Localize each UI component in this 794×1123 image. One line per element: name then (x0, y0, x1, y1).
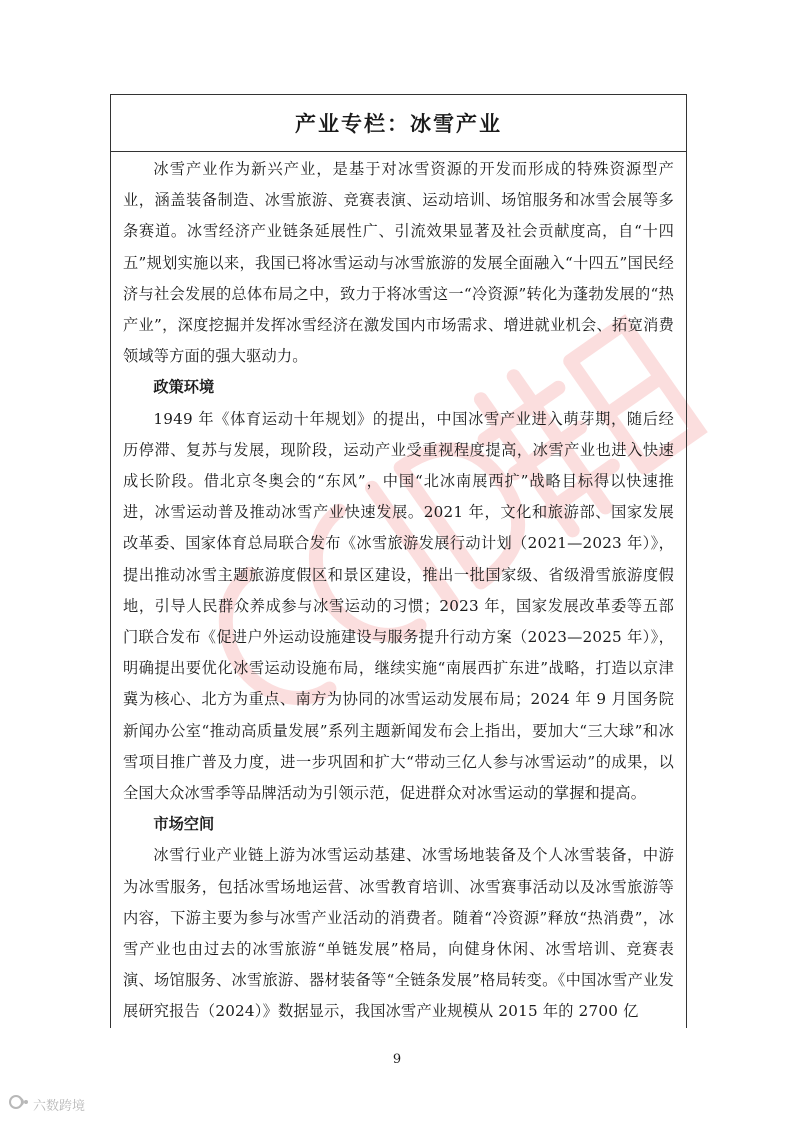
market-heading: 市场空间 (153, 815, 215, 834)
industry-column-box (110, 94, 687, 1028)
logo-text: 六数跨境 (33, 1098, 86, 1114)
logo-icon (8, 1094, 30, 1114)
column-content (111, 152, 686, 1028)
policy-heading: 政策环境 (153, 378, 215, 397)
market-paragraph: 冰雪行业产业链上游为冰雪运动基建、冰雪场地装备及个人冰雪装备，中游为冰雪服务，包括冰雪场地运营、冰雪教育培训、冰雪赛事活动以及冰雪旅游等内容，下游主要为参与冰雪产业活动的消费者。随着“冷资源”释放“热消费”，冰雪产业也由过去的冰雪旅游“单链发展”格局，向健身休闲、冰雪培训、竞赛表演、场馆服务、冰雪旅游、器材装备等“全链条发展”格局转变。《中国冰雪产业发展研究报告（2024）》数据显示，我国冰雪产业规模从 2015 年的 2700 亿 (123, 846, 674, 1021)
column-title: 产业专栏：冰雪产业 (111, 95, 686, 152)
source-logo (8, 1094, 85, 1114)
intro-paragraph: 冰雪产业作为新兴产业，是基于对冰雪资源的开发而形成的特殊资源型产业，涵盖装备制造、冰雪旅游、竞赛表演、运动培训、场馆服务和冰雪会展等多条赛道。冰雪经济产业链条延展性广、引流效果显著及社会贡献度高，自“十四五”规划实施以来，我国已将冰雪运动与冰雪旅游的发展全面融入“十四五”国民经济与社会发展的总体布局之中，致力于将冰雪这一“冷资源”转化为蓬勃发展的“热产业”，深度挖掘并发挥冰雪经济在激发国内市场需求、增进就业机会、拓宽消费领域等方面的强大驱动力。 (123, 160, 674, 366)
page-number: 9 (392, 1052, 402, 1067)
policy-paragraph: 1949 年《体育运动十年规划》的提出，中国冰雪产业进入萌芽期，随后经历停滞、复苏与发展，现阶段，运动产业受重视程度提高，冰雪产业也进入快速成长阶段。借北京冬奥会的“东风”，中国“北冰南展西扩”战略目标得以快速推进，冰雪运动普及推动冰雪产业快速发展。2021 年，文化和旅游部、国家发展改革委、国家体育总局联合发布《冰雪旅游发展行动计划（2021—2023 年）》，提出推动冰雪主题旅游度假区和景区建设，推出一批国家级、省级滑雪旅游度假地，引导人民群众养成参与冰雪运动的习惯；2023 年，国家发展改革委等五部门联合发布《促进户外运动设施建设与服务提升行动方案（2023—2025 年）》，明确提出要优化冰雪运动设施布局，继续实施“南展西扩东进”战略，打造以京津冀为核心、北方为重点、南方为协同的冰雪运动发展布局；2024 年 9 月国务院新闻办公室“推动高质量发展”系列主题新闻发布会上指出，要加大“三大球”和冰雪项目推广普及力度，进一步巩固和扩大“带动三亿人参与冰雪运动”的成果，以全国大众冰雪季等品牌活动为引领示范，促进群众对冰雪运动的掌握和提高。 (123, 409, 674, 803)
